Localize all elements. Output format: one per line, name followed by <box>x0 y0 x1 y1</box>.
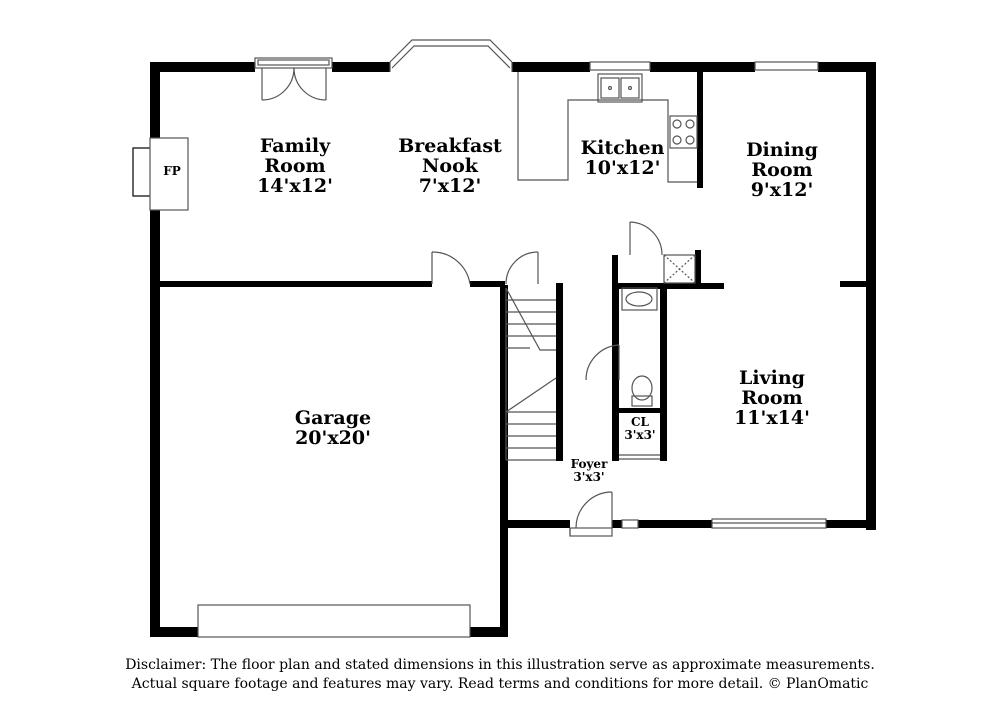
dining-window <box>755 62 818 70</box>
living-window <box>712 519 826 528</box>
room-name: CL <box>631 415 649 429</box>
room-name: Breakfast Nook <box>398 135 502 177</box>
room-garage <box>278 409 388 449</box>
room-name: Living Room <box>739 367 805 409</box>
staircase <box>506 252 556 460</box>
disclaimer <box>0 656 1000 694</box>
room-dimensions: 14'x12' <box>257 174 333 197</box>
room-foyer <box>563 458 615 484</box>
room-name: Garage <box>294 407 372 429</box>
room-dimensions: 9'x12' <box>750 178 814 201</box>
room-kitchen <box>570 139 675 179</box>
disclaimer-line-2: Actual square footage and features may vary. Read terms and conditions for more detail. © PlanOmatic <box>131 676 869 692</box>
room-dimensions: 7'x12' <box>418 174 482 197</box>
room-dimensions: 3'x3' <box>573 470 605 485</box>
family-room-french-doors <box>255 58 332 100</box>
room-dimensions: 20'x20' <box>295 426 371 449</box>
room-name: Family Room <box>259 135 331 177</box>
room-dimensions: 3'x3' <box>624 428 656 443</box>
room-dimensions: 11'x14' <box>734 406 810 429</box>
garage-entry-door <box>432 252 470 284</box>
half-bath-fixtures <box>586 288 657 406</box>
room-living-room <box>722 369 822 429</box>
room-name: Dining Room <box>746 139 818 181</box>
bay-window <box>390 40 512 72</box>
fireplace-label: FP <box>163 164 181 178</box>
disclaimer-line-1: Disclaimer: The floor plan and stated dimensions in this illustration serve as approximate measurements. <box>125 657 875 673</box>
closet-door <box>619 455 660 459</box>
room-breakfast-nook <box>390 137 510 197</box>
garage-door <box>198 605 470 637</box>
room-name: Kitchen <box>580 137 665 159</box>
room-name: Foyer <box>570 457 608 471</box>
room-dimensions: 10'x12' <box>584 156 661 179</box>
front-door <box>570 492 638 536</box>
room-dining-room <box>732 141 832 201</box>
room-family-room <box>240 137 350 197</box>
room-closet <box>618 416 662 442</box>
pantry-and-utility <box>630 222 695 283</box>
kitchen-window <box>590 62 650 70</box>
